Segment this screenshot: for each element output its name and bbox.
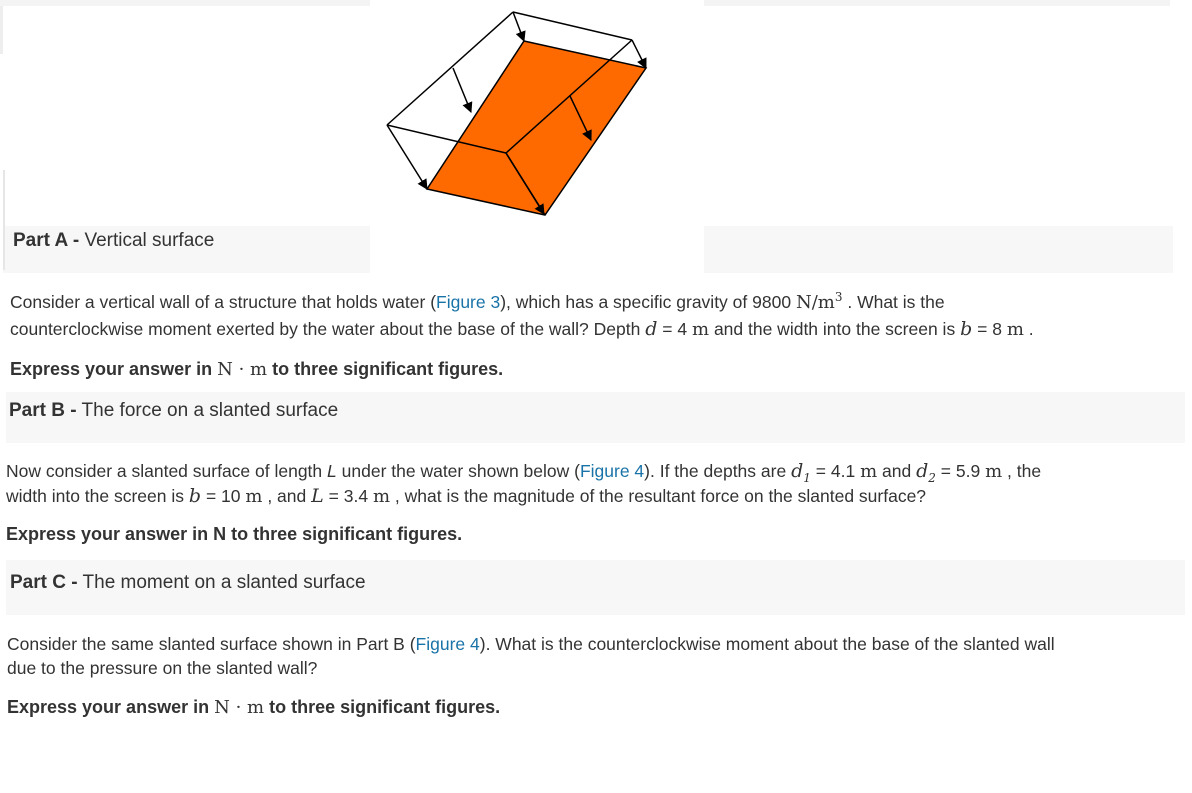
val-d1: = 4.1 [815, 461, 856, 481]
part-a-q4: counterclockwise moment exerted by the water about the base of the wall? Depth [10, 319, 641, 339]
left-edge-line [0, 6, 3, 54]
part-b-q3: ). If the depths are [644, 461, 787, 481]
pressure-arrow [453, 68, 471, 112]
val-L: = 3.4 [328, 486, 369, 506]
top-strip-right [704, 0, 1170, 6]
part-c-q3: due to the pressure on the slanted wall? [7, 658, 318, 678]
part-c-instruction: Express your answer in N · m to three significant figures. [7, 697, 501, 718]
part-b-q1: Now consider a slanted surface of length [6, 461, 323, 481]
val-d2: = 5.9 [940, 461, 981, 481]
unit-m-4: m [372, 486, 391, 507]
part-b-title: The force on a slanted surface [81, 400, 339, 421]
part-b-instruction: Express your answer in N to three significant figures. [6, 524, 463, 544]
var-d: d [645, 318, 658, 340]
part-a-title: Vertical surface [84, 230, 215, 251]
unit-m-2: m [1006, 319, 1024, 340]
var-L-math: L [311, 485, 324, 507]
part-a-q5: and the width into the screen is [713, 319, 956, 339]
unit-m-3: m [245, 486, 263, 507]
part-b-label: Part B - [9, 400, 77, 421]
slanted-surface-figure [370, 0, 704, 257]
part-b-header[interactable] [9, 400, 338, 422]
part-c-q1: Consider the same slanted surface shown in Part B ( [7, 634, 416, 654]
part-b-question [6, 459, 1186, 509]
part-a-unit: N · m [217, 359, 268, 380]
val-b: = 10 [205, 486, 241, 506]
var-d1: $d_1$ [791, 460, 811, 485]
part-a-question [10, 289, 1180, 343]
part-c-q2: ). What is the counterclockwise moment about the base of the slanted wall [479, 634, 1055, 654]
part-b-q2: under the water shown below ( [341, 461, 580, 481]
unit-m: m [860, 461, 878, 482]
part-c-title: The moment on a slanted surface [82, 572, 366, 593]
part-a-q3: . What is the [847, 292, 945, 312]
part-c-header[interactable] [10, 572, 366, 594]
slanted-surface [427, 41, 646, 215]
part-a-q6: . [1028, 319, 1034, 339]
var-b: b [188, 485, 202, 507]
figure-3-link[interactable]: Figure 3 [436, 292, 501, 312]
unit-gamma: $N/m^3$ [795, 290, 843, 313]
part-b-q4: , the [1007, 461, 1042, 481]
part-c-label: Part C - [10, 572, 78, 593]
part-a-instruction: Express your answer in N · m to three significant figures. [10, 359, 504, 380]
var-b: b [960, 318, 973, 340]
unit-m: m [691, 319, 710, 340]
pressure-arrow [632, 40, 646, 68]
val-d: = 4 [662, 319, 688, 339]
part-c-question [7, 632, 1187, 680]
pressure-arrow [387, 125, 427, 189]
part-b-and: and [882, 461, 912, 481]
top-strip-left [0, 0, 370, 6]
part-a-edge [3, 170, 5, 270]
part-a-q2: ), which has a specific gravity of 9800 [500, 292, 792, 312]
part-a-label: Part A - [13, 230, 80, 251]
part-a-q1: Consider a vertical wall of a structure that holds water ( [10, 292, 437, 312]
unit-m-2: m [985, 461, 1003, 482]
part-c-unit: N · m [214, 697, 265, 718]
figure-4-link-c[interactable]: Figure 4 [415, 634, 480, 654]
part-b-q5: width into the screen is [6, 486, 185, 506]
pressure-arrow [513, 12, 524, 41]
part-a-header-bar-right [704, 226, 1173, 273]
part-b-q7: , what is the magnitude of the resultant force on the slanted surface? [394, 486, 927, 506]
var-L: L [327, 461, 337, 481]
figure-4-link[interactable]: Figure 4 [579, 461, 645, 481]
part-b-q6: , and [267, 486, 307, 506]
part-a-header[interactable] [13, 230, 214, 252]
var-d2: $d_2$ [916, 460, 936, 485]
val-b: = 8 [977, 319, 1002, 339]
